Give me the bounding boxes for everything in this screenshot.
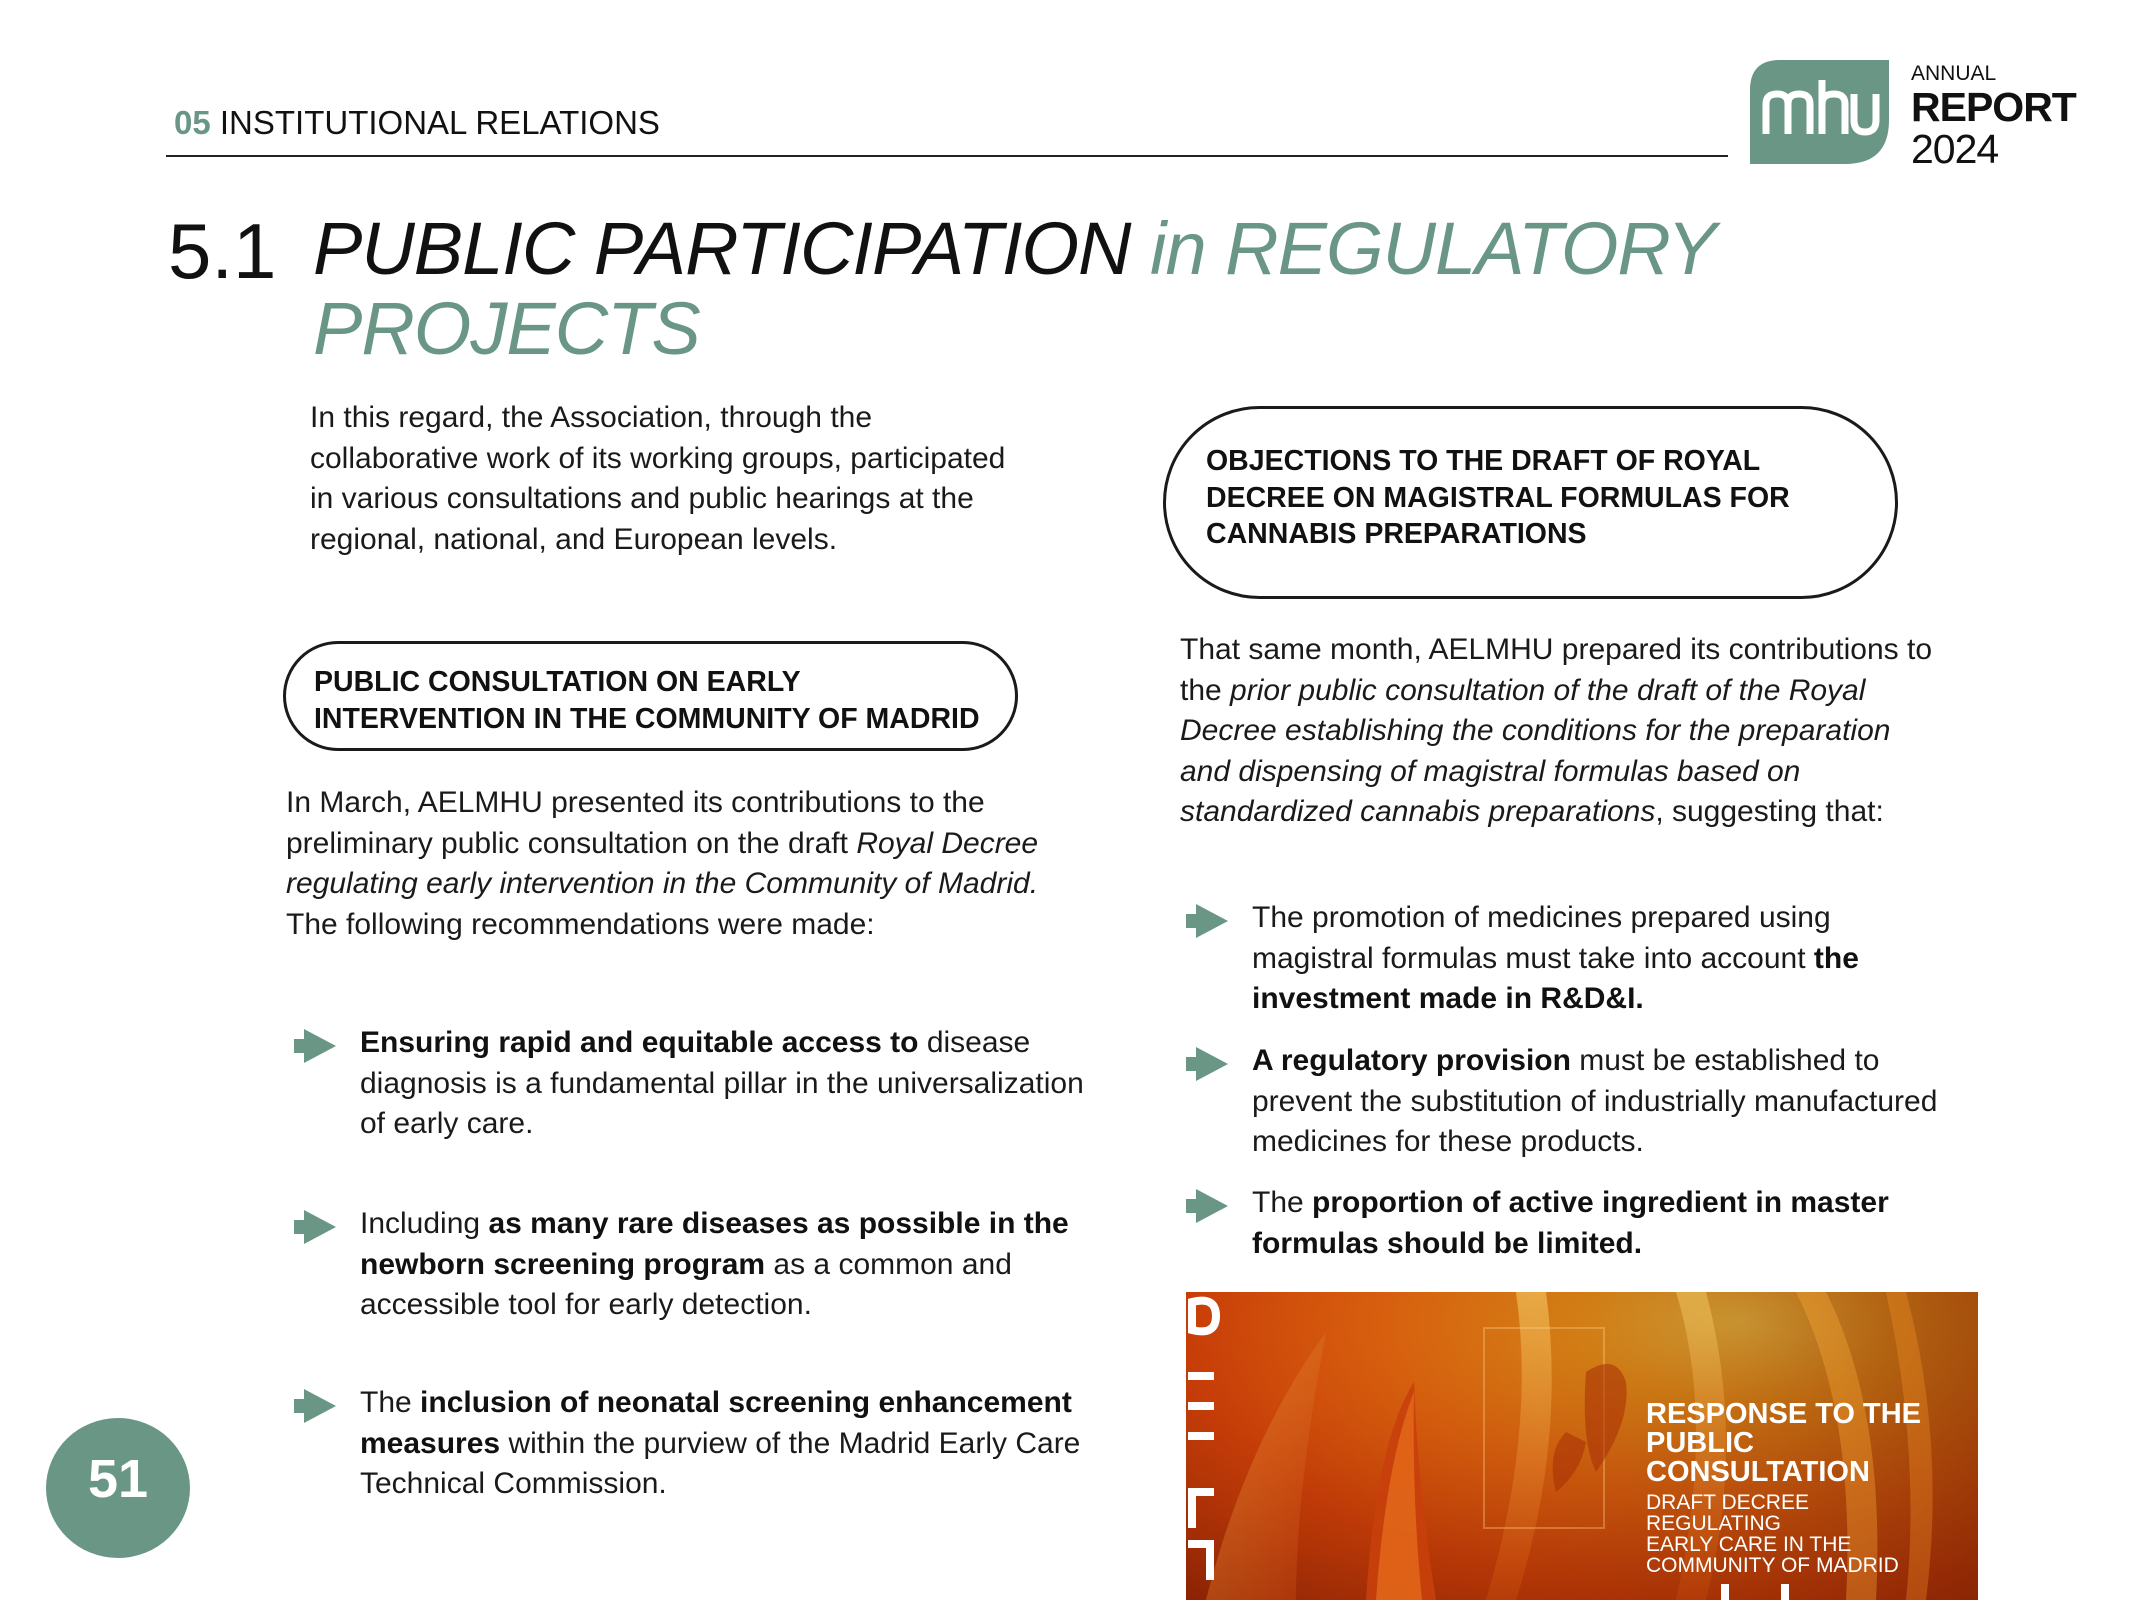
arrow-bullet-icon bbox=[294, 1389, 336, 1423]
arrow-bullet-icon bbox=[1186, 1047, 1228, 1081]
arrow-bullet-icon bbox=[294, 1029, 336, 1063]
report-annual: ANNUAL bbox=[1911, 62, 1997, 85]
arrow-bullet-icon bbox=[1186, 1189, 1228, 1223]
section-title: INSTITUTIONAL RELATIONS bbox=[219, 104, 660, 141]
left-bullet-1-text: Ensuring rapid and equitable access to disease diagnosis is a fundamental pillar in the universalization of early care. bbox=[360, 1026, 1084, 1140]
right-section-heading bbox=[1163, 406, 1898, 599]
right-bullet-3-text: The proportion of active ingredient in master formulas should be limited. bbox=[1252, 1186, 1889, 1260]
section-label bbox=[174, 104, 660, 142]
poster-subtitle-line2: REGULATING bbox=[1646, 1512, 1781, 1535]
right-heading-line3: CANNABIS PREPARATIONS bbox=[1206, 518, 1587, 550]
title-green-part: in REGULATORY bbox=[1150, 207, 1716, 290]
left-paragraph bbox=[286, 783, 1046, 945]
title-dark-part: PUBLIC PARTICIPATION bbox=[313, 207, 1131, 290]
left-bullet-2-text: Including as many rare diseases as possible in the newborn screening program as a common and accessible tool for early detection. bbox=[360, 1207, 1069, 1321]
section-number: 05 bbox=[174, 104, 211, 141]
page-number-badge: 51 bbox=[46, 1418, 190, 1558]
right-para-italic: prior public consultation of the draft of the Royal Decree establishing the conditions for the preparation and dispensing of magistral formulas based on standardized cannabis preparations bbox=[1180, 673, 1891, 828]
consultation-poster-image bbox=[1186, 1292, 1978, 1600]
right-heading-line2: DECREE ON MAGISTRAL FORMULAS FOR bbox=[1206, 481, 1790, 514]
header-divider bbox=[166, 155, 1728, 157]
left-section-heading bbox=[283, 641, 1018, 751]
title-number: 5.1 bbox=[168, 207, 277, 295]
right-heading-line1: OBJECTIONS TO THE DRAFT OF ROYAL bbox=[1206, 445, 1761, 477]
left-para-end: The following recommendations were made: bbox=[286, 907, 875, 941]
poster-subtitle-line1: DRAFT DECREE bbox=[1646, 1491, 1809, 1514]
left-para-italic: Royal Decree regulating early intervention in the Community of Madrid. bbox=[286, 826, 1039, 900]
right-para-start: That same month, AELMHU prepared its contributions to the bbox=[1180, 633, 1933, 707]
arrow-bullet-icon bbox=[1186, 904, 1228, 938]
intro-paragraph: In this regard, the Association, through the collaborative work of its working groups, participated in various consultations and public hearings at the regional, national, and European levels. bbox=[310, 401, 1006, 556]
right-bullet-2-text: A regulatory provision must be established to prevent the substitution of industrially manufactured medicines for these products. bbox=[1252, 1044, 1938, 1158]
poster-subtitle bbox=[1646, 1492, 1976, 1576]
page-title bbox=[313, 206, 1715, 291]
right-bullet-1-text: The promotion of medicines prepared using magistral formulas must take into account the investment made in R&D&I. bbox=[1252, 901, 1859, 1015]
poster-subtitle-line3: EARLY CARE IN THE bbox=[1646, 1533, 1852, 1556]
right-paragraph bbox=[1180, 630, 1940, 833]
arrow-bullet-icon bbox=[294, 1210, 336, 1244]
left-para-start: In March, AELMHU presented its contributions to the preliminary public consultation on the draft bbox=[286, 786, 985, 860]
report-word: REPORT bbox=[1911, 84, 2076, 130]
right-para-end: , suggesting that: bbox=[1655, 795, 1884, 828]
report-year: 2024 bbox=[1911, 126, 1999, 172]
left-bullet-3-text: The inclusion of neonatal screening enhancement measures within the purview of the Madrid Early Care Technical Commission. bbox=[360, 1386, 1081, 1500]
left-heading-line1: PUBLIC CONSULTATION ON EARLY bbox=[314, 666, 801, 698]
mhu-logo bbox=[1750, 60, 1889, 164]
left-heading-line2: INTERVENTION IN THE COMMUNITY OF MADRID bbox=[314, 702, 980, 735]
title-green-line2: PROJECTS bbox=[313, 287, 700, 370]
poster-subtitle-line4: COMMUNITY OF MADRID bbox=[1646, 1554, 1899, 1577]
poster-title: RESPONSE TO THE PUBLIC CONSULTATION bbox=[1646, 1398, 1922, 1488]
